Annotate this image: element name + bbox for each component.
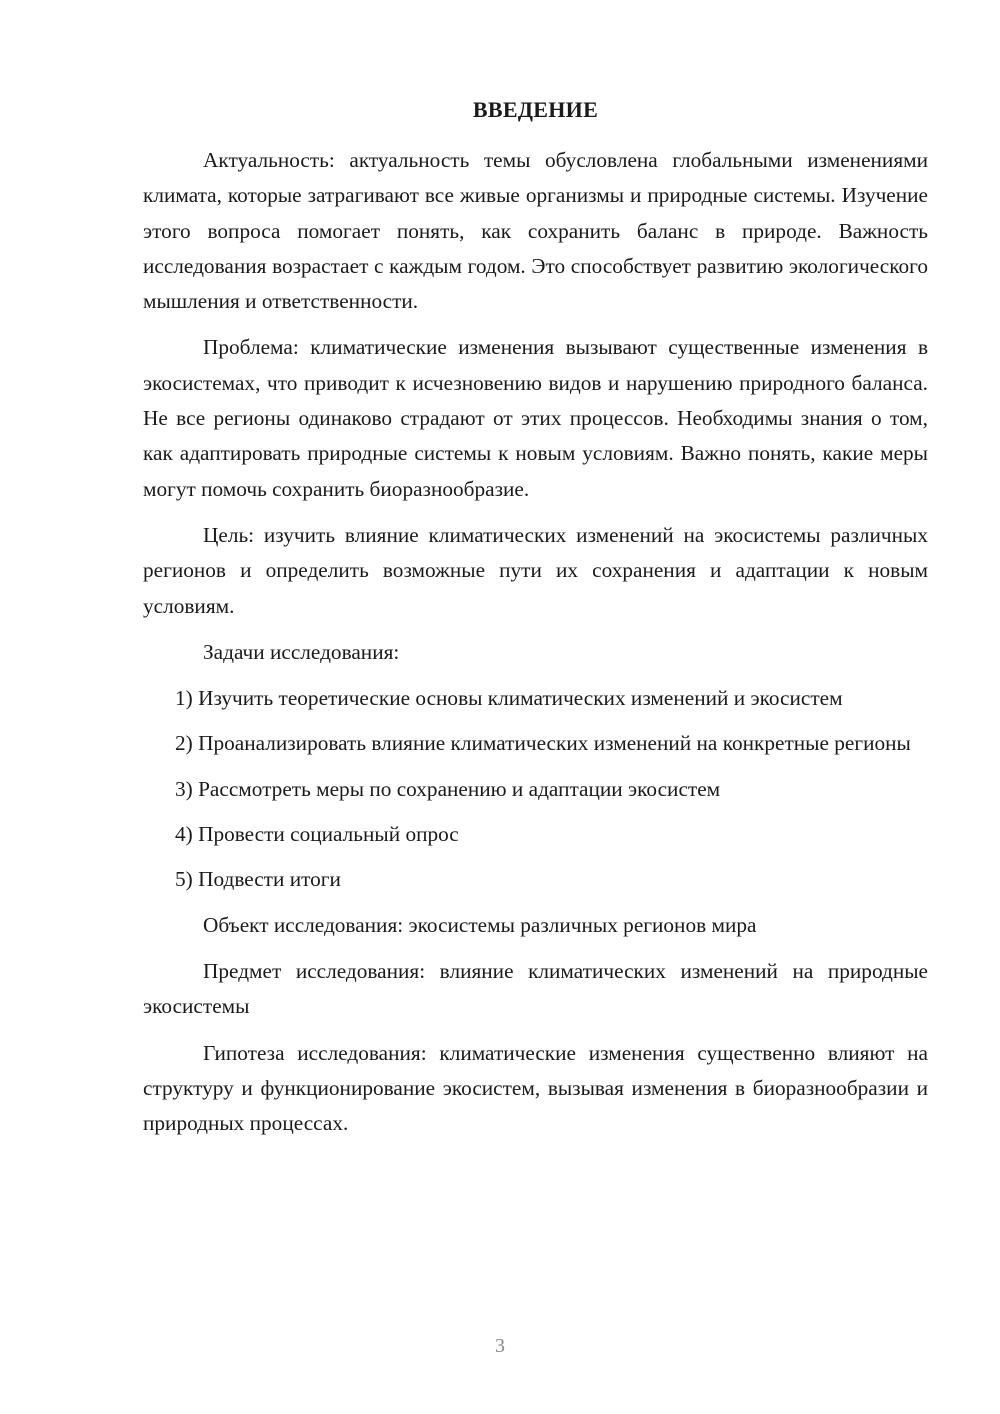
- list-item: 4) Провести социальный опрос: [175, 822, 459, 847]
- list-item: 1) Изучить теоретические основы климатических изменений и экосистем: [175, 686, 843, 711]
- paragraph-subject: Предмет исследования: влияние климатических изменений на природные экосистемы: [143, 958, 928, 1019]
- page-title: ВВЕДЕНИЕ: [472, 97, 599, 122]
- tasks-heading: Задачи исследования:: [203, 639, 400, 664]
- list-item: 2) Проанализировать влияние климатических изменений на конкретные регионы: [175, 731, 911, 756]
- paragraph-goal: Цель: изучить влияние климатических изменений на экосистемы различных регионов и определить возможные пути их сохранения и адаптации к новым условиям.: [143, 522, 928, 618]
- paragraph-object: Объект исследования: экосистемы различных регионов мира: [203, 912, 757, 937]
- page-number: 3: [495, 1335, 505, 1357]
- document-page: [143, 95, 928, 1152]
- list-item: 3) Рассмотреть меры по сохранению и адаптации экосистем: [175, 776, 721, 801]
- paragraph-problem: Проблема: климатические изменения вызывают существенные изменения в экосистемах, что приводит к исчезновению видов и нарушению природного баланса. Не все регионы одинаково страдают от этих процессов. Необходимы знания о том, как адаптировать природные системы к новым условиям. Важно понять, какие меры могут помочь сохранить биоразнообразие.: [143, 335, 928, 501]
- paragraph-relevance: Актуальность: актуальность темы обусловлена глобальными изменениями климата, которые затрагивают все живые организмы и природные системы. Изучение этого вопроса помогает понять, как сохранить баланс в природе. Важность исследования возрастает с каждым годом. Это способствует развитию экологического мышления и ответственности.: [143, 148, 928, 314]
- list-item: 5) Подвести итоги: [175, 867, 341, 892]
- paragraph-hypothesis: Гипотеза исследования: климатические изменения существенно влияют на структуру и функционирование экосистем, вызывая изменения в биоразнообразии и природных процессах.: [143, 1040, 928, 1136]
